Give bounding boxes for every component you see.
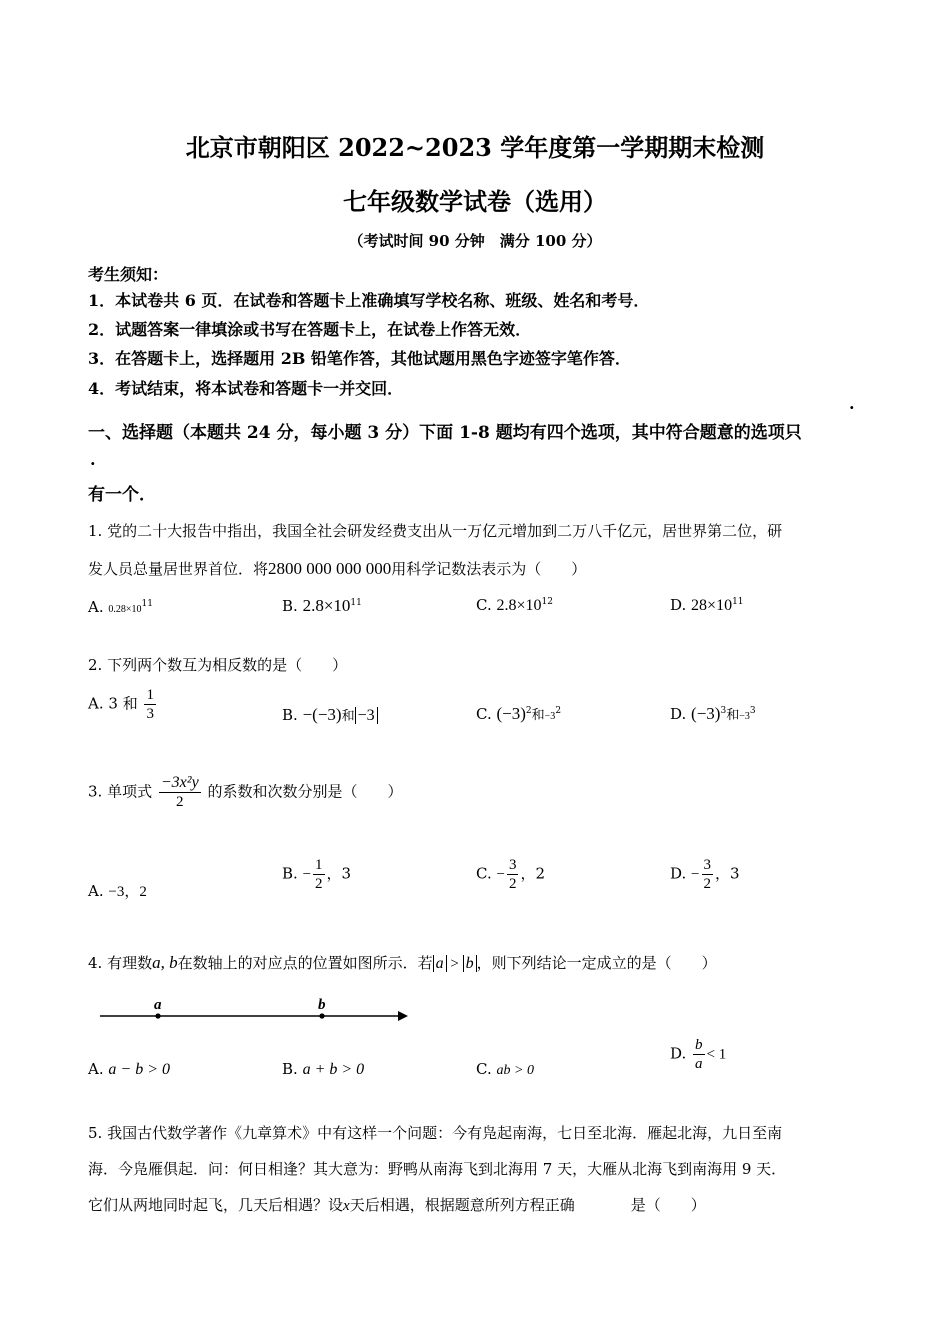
q1-option-d[interactable]: D. $28\times 10^{11}$ <box>670 596 744 614</box>
q2-option-c[interactable]: C. $(-3)^2$和$-3^2$ <box>476 704 562 723</box>
q4-option-b[interactable]: B. a + b > 0 <box>282 1060 365 1078</box>
q4-option-c[interactable]: C. ab > 0 <box>476 1060 534 1078</box>
q3-option-d[interactable]: D. − $\frac{3}{2}$ ，3 <box>670 857 740 892</box>
q5-line2: 海．今凫雁俱起．问：何日相逢？其大意为：野鸭从南海飞到北海用 7 天，大雁从北海飞到南海用 9 天． <box>88 1160 787 1178</box>
q2-option-a[interactable]: A. 3 和 $\frac{1}{3}$ <box>88 687 154 722</box>
q1-option-b[interactable]: B. $2.8\times 10^{11}$ <box>282 596 362 615</box>
q1-option-c[interactable]: C. $2.8\times 10^{12}$ <box>476 596 553 614</box>
label-b: b <box>318 997 326 1013</box>
q1-line1: 1. 党的二十大报告中指出，我国全社会研发经费支出从一万亿元增加到二万八千亿元，居世界第二位，研 <box>88 522 783 540</box>
page-title: 北京市朝阳区 2022~2023 学年度第一学期期末检测 <box>185 133 765 162</box>
q2-stem: 2. 下列两个数互为相反数的是（ ） <box>88 656 348 674</box>
q4-stem: 4. 有理数a, b在数轴上的对应点的位置如图所示．若 a > b ，则下列结论一定成立的是（ ） <box>88 953 717 972</box>
q3-option-c[interactable]: C. − $\frac{3}{2}$ ，2 <box>476 857 546 892</box>
note-item-2: 2．试题答案一律填涂或书写在答题卡上，在试卷上作答无效． <box>88 320 532 339</box>
q3-option-a[interactable]: A. −3，2 <box>88 882 147 900</box>
label-a: a <box>154 997 162 1013</box>
q4-option-a[interactable]: A. a − b > 0 <box>88 1060 170 1078</box>
notes-heading: 考生须知： <box>88 265 169 284</box>
emphasis-dot: · <box>849 398 855 417</box>
q1-option-a[interactable]: A. $0.28\times 10^{11}$ <box>88 598 153 616</box>
number-line <box>96 990 416 1030</box>
q1-text-pre: 发人员总量居世界首位．将 <box>88 560 269 578</box>
emphasis-dot: · <box>90 454 96 473</box>
note-item-4: 4．考试结束，将本试卷和答题卡一并交回． <box>88 379 404 398</box>
q3-stem: 3. 单项式 $\frac{\text{−3x²y}}{2}$ 的系数和次数分别是（ ） <box>88 774 403 810</box>
exam-info: （考试时间 90 分钟 满分 100 分） <box>348 232 602 250</box>
q3-option-b[interactable]: B. − $\frac{1}{2}$ ，3 <box>282 857 352 892</box>
note-item-3: 3．在答题卡上，选择题用 2B 铅笔作答，其他试题用黑色字迹签字笔作答． <box>88 349 631 368</box>
q5-line3: 它们从两地同时起飞，几天后相遇？设x天后相遇，根据题意所列方程正确 是（ ） <box>88 1196 706 1214</box>
q5-line1: 5. 我国古代数学著作《九章算术》中有这样一个问题：今有凫起南海，七日至北海．雁起北海，九日至南 <box>88 1124 783 1142</box>
section-heading-line1: 一、选择题（本题共 24 分，每小题 3 分）下面 1-8 题均有四个选项，其中符合题意的选项只 <box>88 423 802 443</box>
number-line-arrow <box>398 1011 408 1021</box>
q1-number: 2800 000 000 000 <box>268 559 392 578</box>
q2-option-b[interactable]: B. −(−3)和 −3 <box>282 705 378 725</box>
note-item-1: 1．本试卷共 6 页．在试卷和答题卡上准确填写学校名称、班级、姓名和考号． <box>88 291 650 310</box>
q2-option-d[interactable]: D. $(-3)^3$和$-3^3$ <box>670 704 756 723</box>
section-heading-line2: 有一个． <box>88 485 156 505</box>
point-a <box>155 1013 160 1018</box>
q1-line2 <box>88 558 586 579</box>
q4-option-d[interactable]: D. $\frac{b}{a}$ < 1 <box>670 1037 727 1072</box>
q1-text-post: 用科学记数法表示为（ ） <box>391 560 587 578</box>
page-subtitle: 七年级数学试卷（选用） <box>343 187 607 216</box>
point-b <box>319 1013 324 1018</box>
